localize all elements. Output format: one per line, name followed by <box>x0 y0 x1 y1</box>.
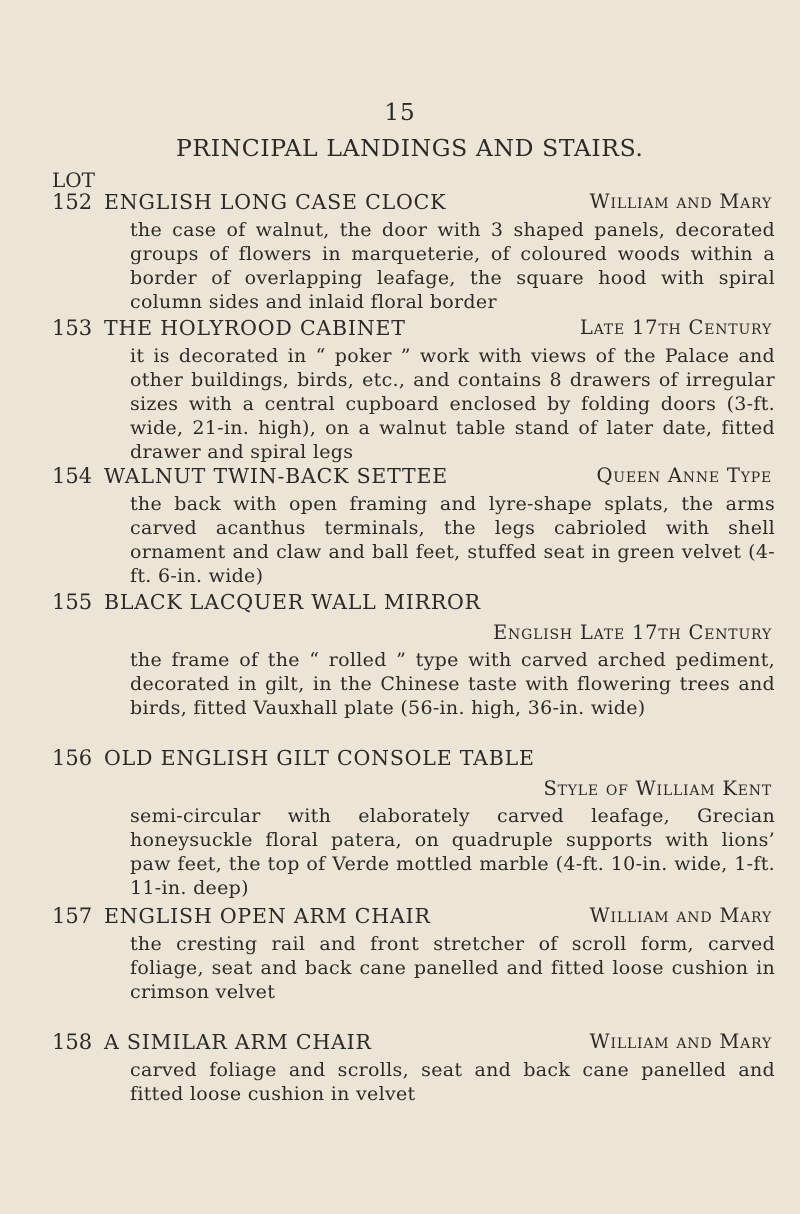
lot-description: the case of walnut, the door with 3 shaped panels, decorated groups of flowers in marqueterie, of coloured woods within a border of overlapping leafage, the square hood with spiral column sides and inlaid floral border <box>130 219 775 313</box>
lot-description: the frame of the “ rolled ” type with carved arched pediment, decorated in gilt, in the Chinese taste with flowering trees and birds, fitted Vauxhall plate (56-in. high, 36-in. wide) <box>130 649 775 719</box>
section-title: PRINCIPAL LANDINGS AND STAIRS. <box>176 134 644 162</box>
lot-title: ENGLISH LONG CASE CLOCK <box>104 190 447 214</box>
lot-description: carved foliage and scrolls, seat and back cane panelled and fitted loose cushion in velvet <box>130 1059 775 1105</box>
lot-number: 152 <box>52 190 93 214</box>
lot-period: Style of William Kent <box>543 777 772 800</box>
lot-title: WALNUT TWIN-BACK SETTEE <box>104 464 449 488</box>
lot-period: William and Mary <box>589 904 772 927</box>
lot-title: OLD ENGLISH GILT CONSOLE TABLE <box>104 746 535 770</box>
lot-number: 155 <box>52 590 93 614</box>
lot-period: William and Mary <box>589 1030 772 1053</box>
lot-description: it is decorated in “ poker ” work with views of the Palace and other buildings, birds, etc., and contains 8 drawers of irregular sizes with a central cupboard enclosed by folding doors (3-ft. wide, 21-in. high), on a walnut table stand of later date, fitted drawer and spiral legs <box>130 345 775 463</box>
lot-description: the cresting rail and front stretcher of scroll form, carved foliage, seat and back cane panelled and fitted loose cushion in crimson velvet <box>130 933 775 1003</box>
lot-column-header: LOT <box>52 168 96 192</box>
lot-number: 156 <box>52 746 93 770</box>
lot-period: Late 17th Century <box>579 316 772 339</box>
lot-period: William and Mary <box>589 190 772 213</box>
lot-title: A SIMILAR ARM CHAIR <box>104 1030 372 1054</box>
lot-number: 157 <box>52 904 93 928</box>
page-number: 15 <box>384 100 416 126</box>
lot-period: Queen Anne Type <box>596 464 772 487</box>
lot-number: 154 <box>52 464 93 488</box>
lot-description: the back with open framing and lyre-shape splats, the arms carved acanthus terminals, the legs cabrioled with shell ornament and claw and ball feet, stuffed seat in green velvet (4-ft. 6-in. wide) <box>130 493 775 587</box>
lot-number: 153 <box>52 316 93 340</box>
lot-number: 158 <box>52 1030 93 1054</box>
lot-title: BLACK LACQUER WALL MIRROR <box>104 590 481 614</box>
lot-title: THE HOLYROOD CABINET <box>104 316 406 340</box>
lot-description: semi-circular with elaborately carved leafage, Grecian honeysuckle floral patera, on quadruple supports with lions’ paw feet, the top of Verde mottled marble (4-ft. 10-in. wide, 1-ft. 11-in. deep) <box>130 805 775 899</box>
lot-title: ENGLISH OPEN ARM CHAIR <box>104 904 431 928</box>
lot-period: English Late 17th Century <box>493 621 772 644</box>
